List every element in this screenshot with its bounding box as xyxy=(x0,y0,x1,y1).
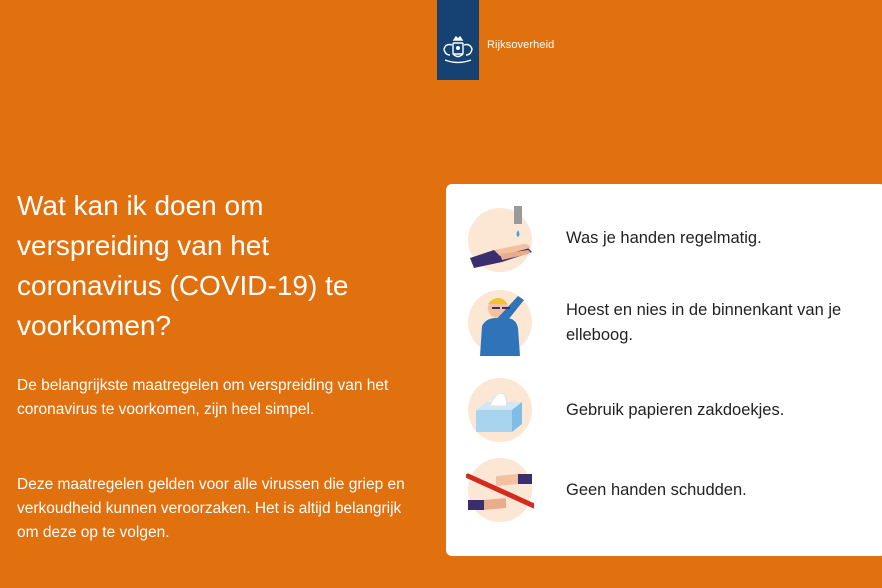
measures-paragraph: Deze maatregelen gelden voor alle virussen die griep en verkoudheid kunnen veroorzaken. Het is altijd belangrijk om deze op te volgen. xyxy=(17,476,405,541)
brand-name: Rijksoverheid xyxy=(487,39,555,51)
cough-elbow-icon xyxy=(466,288,534,356)
page-title: Wat kan ik doen om verspreiding van het coronavirus (COVID-19) te voorkomen? xyxy=(17,190,349,341)
tissue-box-icon xyxy=(466,376,534,444)
tip-label: Was je handen regelmatig. xyxy=(566,229,762,247)
tips-card xyxy=(446,184,882,556)
logo-bar xyxy=(437,0,479,80)
intro-paragraph: De belangrijkste maatregelen om verspreiding van het coronavirus te voorkomen, zijn heel simpel. xyxy=(17,377,389,418)
tip-label: Gebruik papieren zakdoekjes. xyxy=(566,401,785,419)
no-handshake-icon xyxy=(466,456,534,524)
coat-of-arms-icon xyxy=(441,36,475,66)
hand-washing-icon xyxy=(466,206,534,274)
tip-label: Hoest en nies in de binnenkant van je elleboog. xyxy=(566,301,842,344)
tip-label: Geen handen schudden. xyxy=(566,481,747,499)
